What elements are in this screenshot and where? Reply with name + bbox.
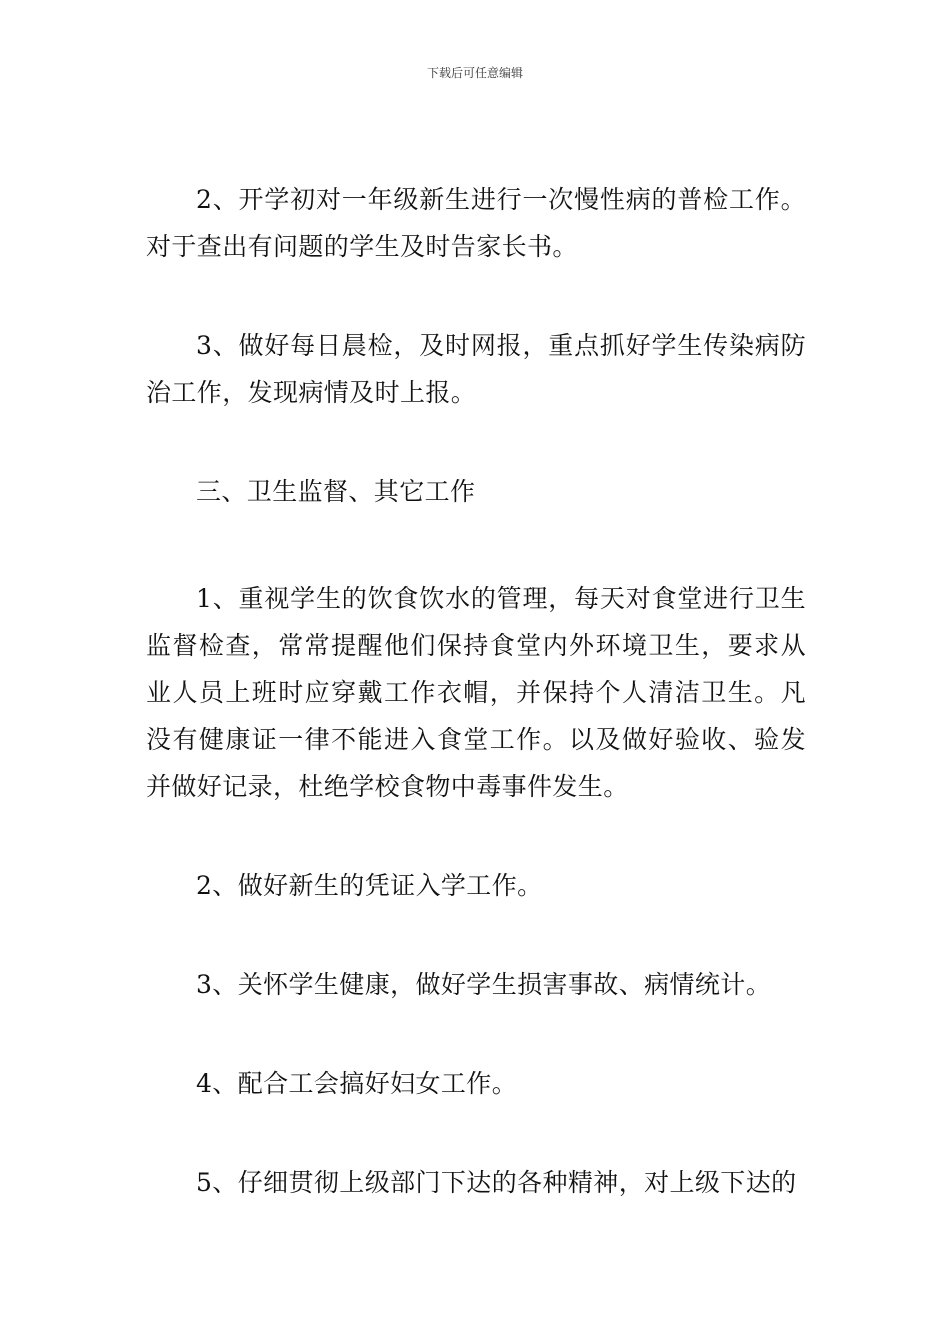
- paragraph: 2、做好新生的凭证入学工作。: [196, 871, 543, 900]
- paragraph: 2、开学初对一年级新生进行一次慢性病的普检工作。对于查出有问题的学生及时告家长书。: [146, 185, 806, 261]
- paragraph: 5、仔细贯彻上级部门下达的各种精神，对上级下达的: [196, 1168, 797, 1197]
- paragraph: 3、关怀学生健康，做好学生损害事故、病情统计。: [196, 970, 772, 999]
- paragraph: 4、配合工会搞好妇女工作。: [196, 1069, 518, 1098]
- paragraph: 3、做好每日晨检，及时网报，重点抓好学生传染病防治工作，发现病情及时上报。: [146, 331, 806, 407]
- document-body: [146, 176, 806, 1258]
- section-heading: 三、卫生监督、其它工作: [196, 477, 476, 506]
- page-header: 下载后可任意编辑: [426, 66, 523, 80]
- paragraph: 1、重视学生的饮食饮水的管理，每天对食堂进行卫生监督检查，常常提醒他们保持食堂内外环境卫生，要求从业人员上班时应穿戴工作衣帽，并保持个人清洁卫生。凡没有健康证一律不能进入食堂工作。以及做好验收、验发并做好记录，杜绝学校食物中毒事件发生。: [146, 584, 806, 801]
